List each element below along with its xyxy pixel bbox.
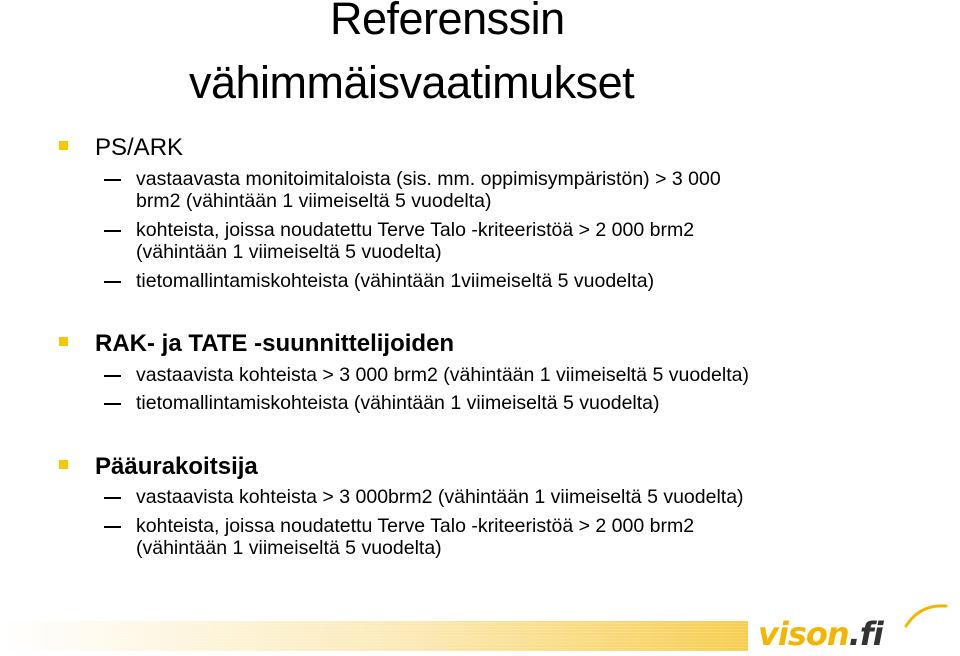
list-item-line: brm2 (vähintään 1 viimeiseltä 5 vuodelta) [136, 190, 492, 212]
list-item [136, 219, 694, 263]
list-item [136, 515, 694, 559]
list-item [136, 168, 721, 212]
footer-stripes [0, 621, 748, 651]
section-heading-rak-tate: RAK- ja TATE -suunnittelijoiden [95, 330, 455, 357]
dash-icon [104, 281, 121, 283]
vison-logo[interactable] [758, 615, 883, 653]
list-item-line: vastaavista kohteista > 3 000 brm2 (vähintään 1 viimeiseltä 5 vuodelta) [136, 364, 749, 386]
list-item [136, 270, 654, 292]
dash-icon [104, 230, 121, 232]
list-item-line: kohteista, joissa noudatettu Terve Talo -kriteeristöä > 2 000 brm2 [136, 515, 695, 537]
section-heading-ps-ark: PS/ARK [95, 134, 184, 161]
logo-text-vison: vison [758, 615, 849, 653]
list-item-line: (vähintään 1 viimeiseltä 5 vuodelta) [136, 537, 442, 559]
logo-text-fi: .fi [848, 615, 883, 653]
list-item [136, 392, 660, 414]
bullet-square-icon [59, 141, 68, 150]
slide-title-line-1: Referenssin [330, 0, 565, 44]
dash-icon [104, 375, 121, 377]
slide-title-line-2: vähimmäisvaatimukset [189, 57, 635, 108]
dash-icon [104, 497, 121, 499]
list-item-line: vastaavista kohteista > 3 000brm2 (vähintään 1 viimeiseltä 5 vuodelta) [136, 486, 744, 508]
dash-icon [104, 526, 121, 528]
section-heading-paaurakoitsija: Pääurakoitsija [95, 453, 258, 480]
dash-icon [104, 403, 121, 405]
dash-icon [104, 179, 121, 181]
list-item-line: (vähintään 1 viimeiseltä 5 vuodelta) [136, 241, 442, 263]
list-item-line: tietomallintamiskohteista (vähintään 1 viimeiseltä 5 vuodelta) [136, 392, 660, 414]
list-item [136, 364, 749, 386]
list-item-line: vastaavasta monitoimitaloista (sis. mm. oppimisympäristön) > 3 000 [136, 168, 721, 190]
bullet-square-icon [59, 337, 68, 346]
list-item-line: kohteista, joissa noudatettu Terve Talo -kriteeristöä > 2 000 brm2 [136, 219, 695, 241]
bullet-square-icon [59, 460, 68, 469]
list-item-line: tietomallintamiskohteista (vähintään 1viimeiseltä 5 vuodelta) [136, 270, 655, 292]
logo-swoosh-icon [900, 600, 950, 630]
list-item [136, 486, 744, 508]
